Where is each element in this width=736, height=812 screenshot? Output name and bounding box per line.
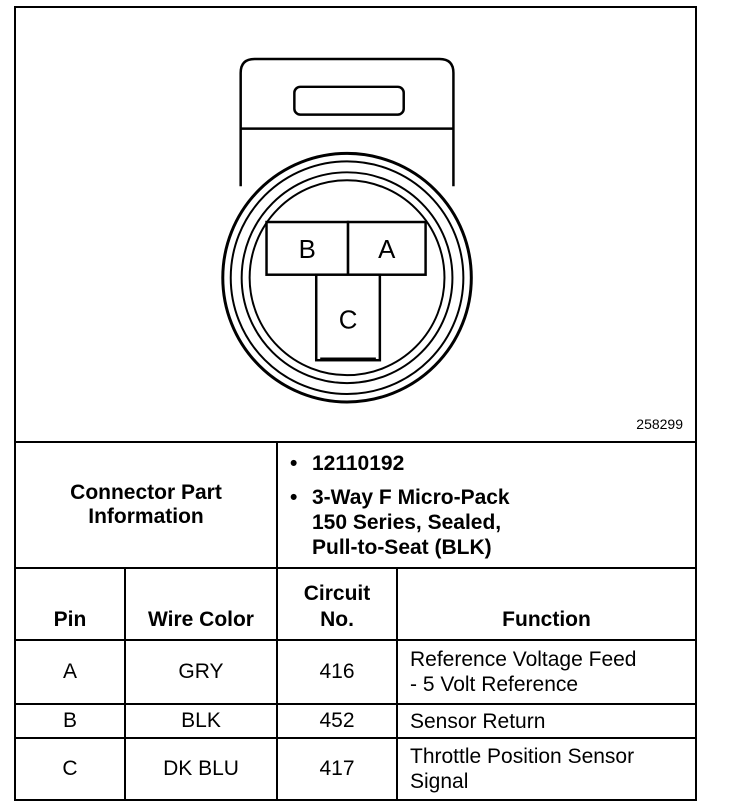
pin-cell: A — [15, 640, 125, 704]
header-pin: Pin — [15, 568, 125, 640]
header-circuit-line1: Circuit — [303, 582, 371, 605]
connector-table — [14, 441, 697, 801]
table-row — [15, 738, 696, 800]
part-number-item — [290, 451, 695, 476]
pin-label-a: A — [378, 235, 396, 264]
function-line2: Signal — [410, 770, 469, 793]
wire-color-cell: BLK — [125, 704, 277, 738]
table-row — [15, 704, 696, 738]
pin-cell: C — [15, 738, 125, 800]
bullet: • — [290, 451, 298, 475]
function-cell — [397, 738, 696, 800]
connector-sheet — [14, 6, 697, 801]
function-line1: Throttle Position Sensor — [410, 745, 635, 768]
bullet: • — [290, 485, 298, 509]
description-item — [290, 485, 695, 560]
pin-label-c: C — [338, 306, 358, 335]
function-line1: Reference Voltage Feed — [410, 648, 637, 671]
description-line3: Pull-to-Seat (BLK) — [312, 535, 492, 559]
description-line1: 3-Way F Micro-Pack — [312, 485, 510, 509]
function-cell — [397, 640, 696, 704]
connector-info-label-line1: Connector Part — [70, 481, 222, 504]
function-cell: Sensor Return — [397, 704, 696, 738]
header-function: Function — [397, 568, 696, 640]
table-header-row — [15, 568, 696, 640]
connector-diagram — [16, 8, 695, 443]
header-wire-color: Wire Color — [125, 568, 277, 640]
header-circuit-line2: No. — [320, 608, 354, 631]
wire-color-cell: GRY — [125, 640, 277, 704]
pin-cell: B — [15, 704, 125, 738]
circuit-cell: 417 — [277, 738, 397, 800]
wire-color-cell: DK BLU — [125, 738, 277, 800]
drawing-id: 258299 — [636, 416, 683, 432]
description-line2: 150 Series, Sealed, — [312, 510, 502, 534]
circuit-cell: 452 — [277, 704, 397, 738]
connector-info-label — [15, 442, 277, 568]
part-number: 12110192 — [312, 451, 405, 475]
function-line2: - 5 Volt Reference — [410, 673, 579, 696]
header-circuit — [277, 568, 397, 640]
pin-label-b: B — [298, 235, 316, 264]
connector-info-details — [277, 442, 696, 568]
latch-slot — [294, 87, 403, 115]
table-row — [15, 640, 696, 704]
connector-info-label-line2: Information — [88, 505, 204, 528]
connector-info-row — [15, 442, 696, 568]
circuit-cell: 416 — [277, 640, 397, 704]
